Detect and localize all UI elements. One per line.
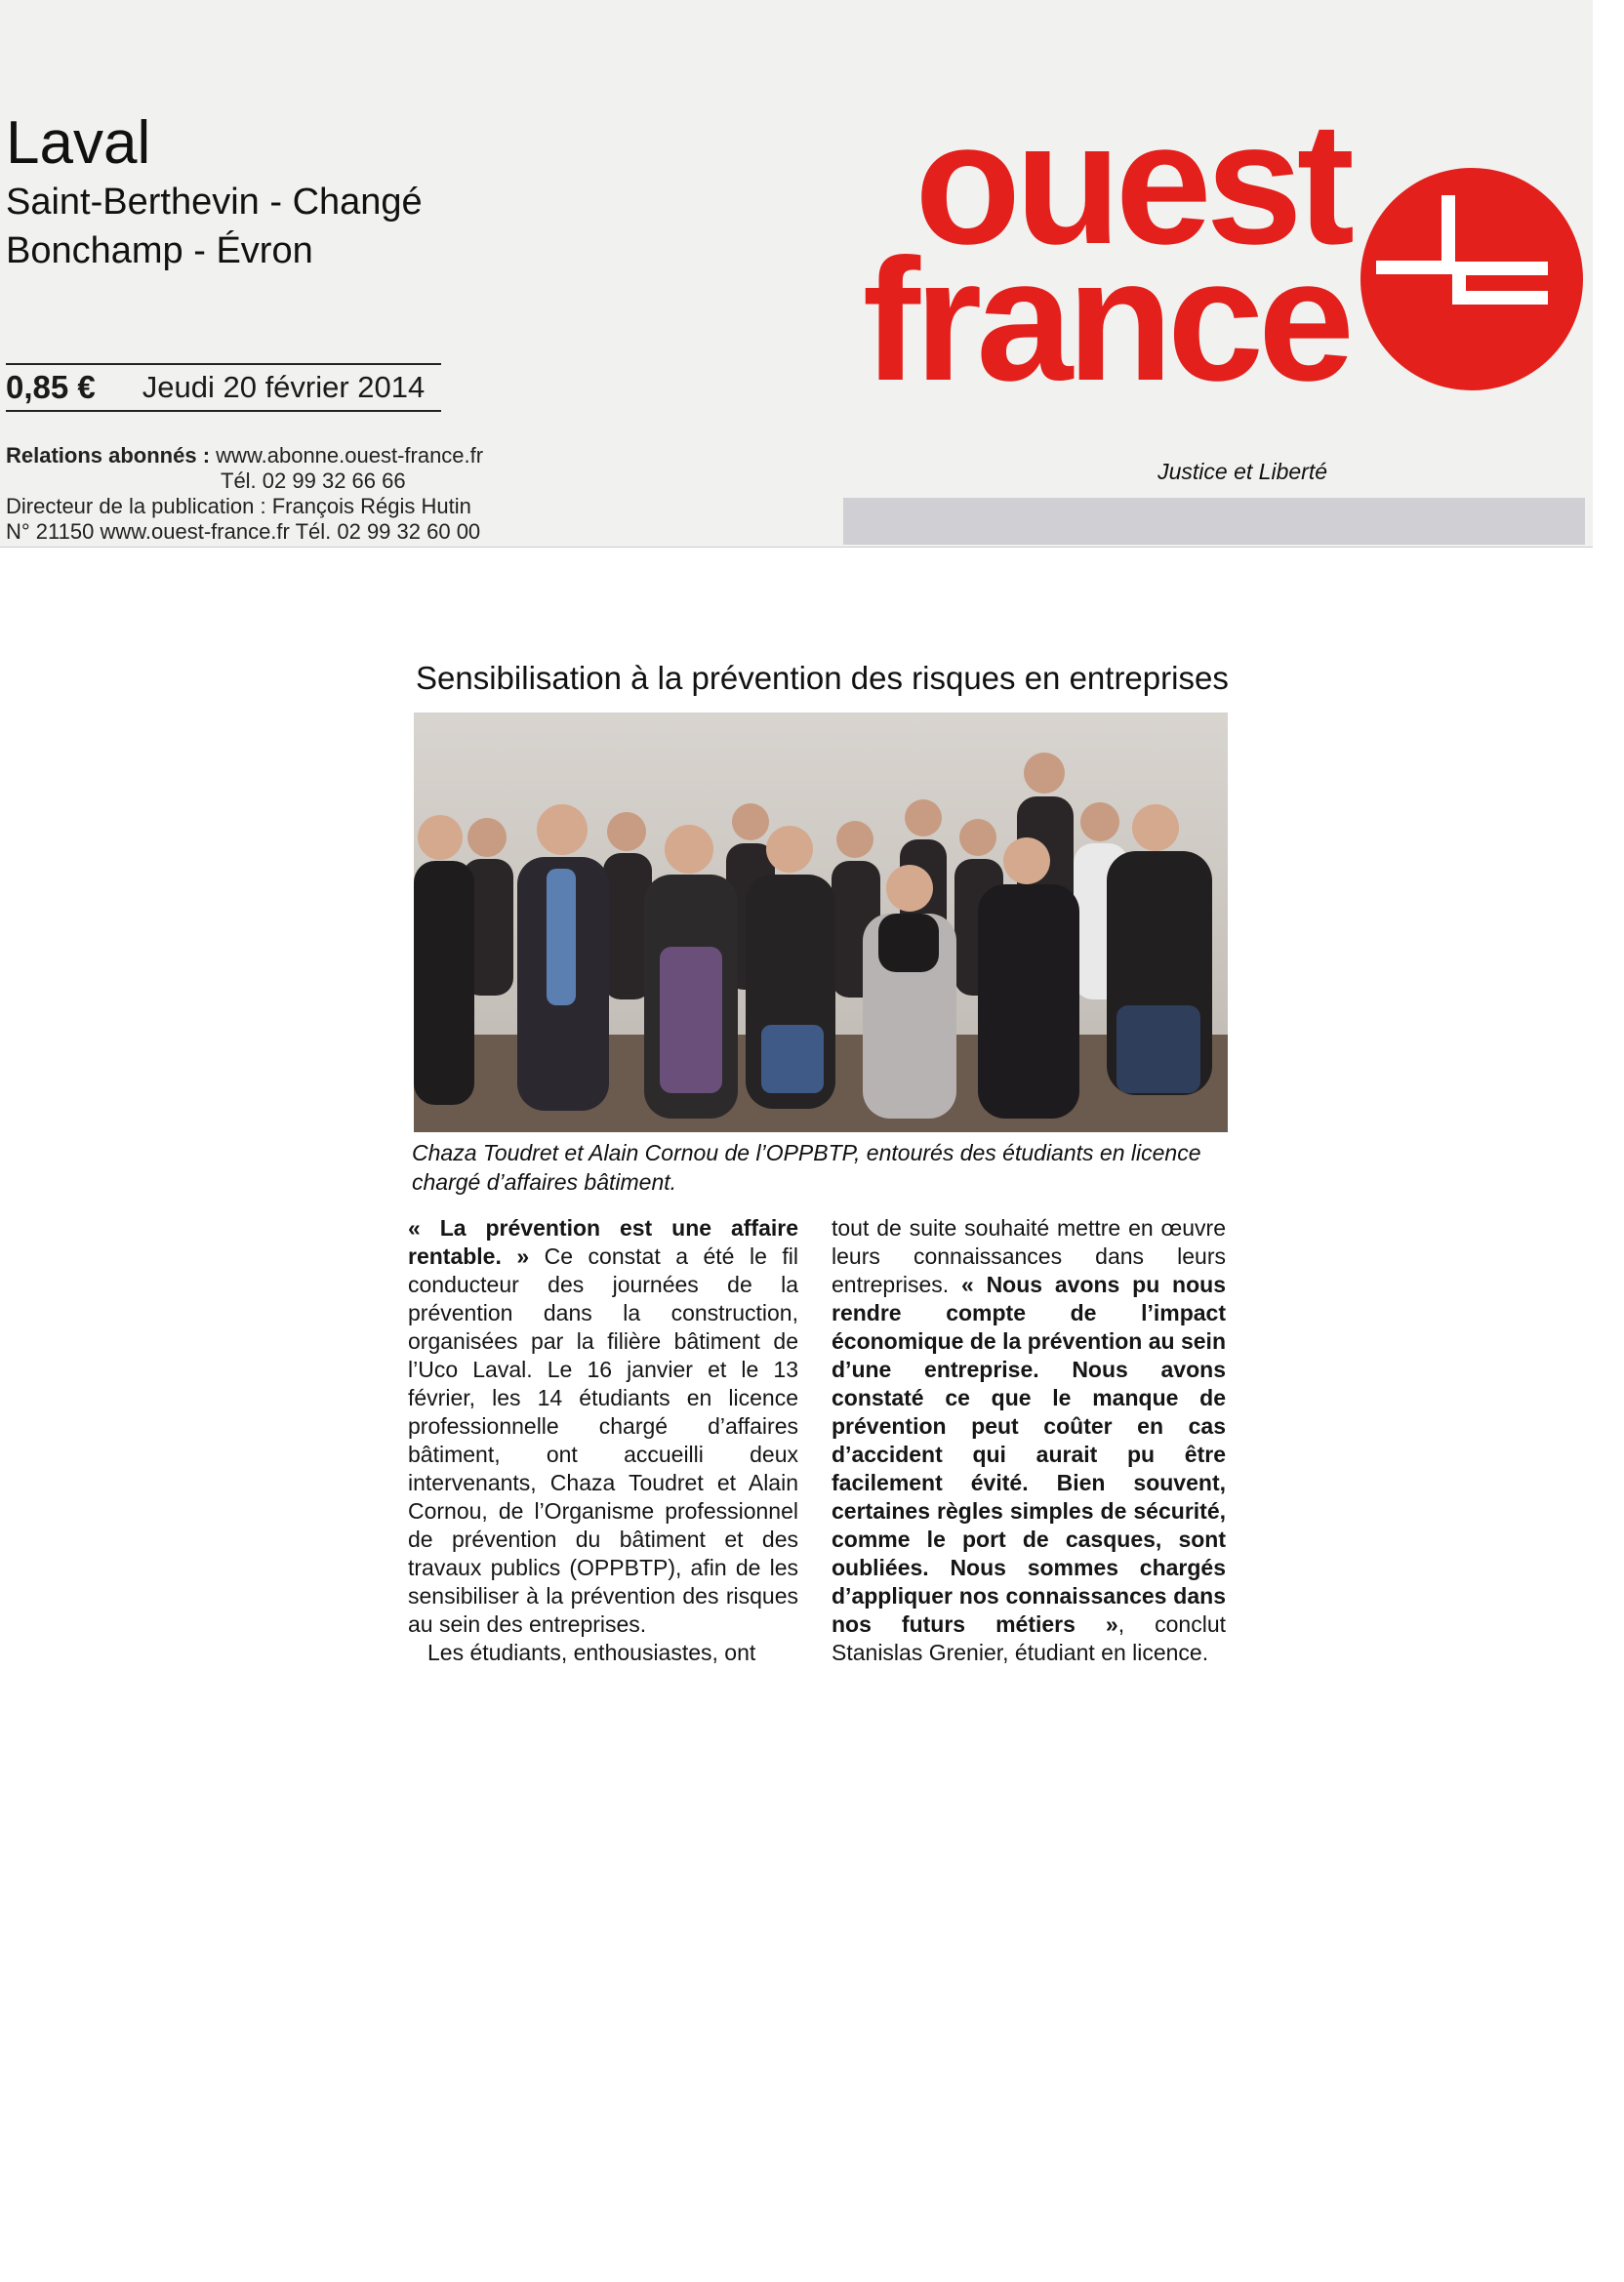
masthead-grey-band	[843, 498, 1585, 545]
photo-caption: Chaza Toudret et Alain Cornou de l’OPPBTP, entourés des étudiants en licence chargé d’affaires bâtiment.	[412, 1140, 1201, 1195]
issue-number-line: N° 21150 www.ouest-france.fr Tél. 02 99 32 60 00	[6, 519, 481, 544]
article-column-left	[408, 1214, 798, 1667]
publication-director: Directeur de la publication : François Régis Hutin	[6, 494, 471, 518]
article-column-right	[832, 1214, 1226, 1667]
ouest-france-logo-icon	[1359, 166, 1585, 392]
masthead	[0, 0, 1593, 548]
publication-info	[6, 443, 533, 545]
relations-url: www.abonne.ouest-france.fr	[216, 443, 484, 468]
student-quote: « Nous avons pu nous rendre compte de l’impact économique de la prévention au sein d’une entreprise. Nous avons constaté ce que le manque de prévention peut coûter en cas d’accident qui aurait pu être facilement évité. Bien souvent, certaines règles simples de sécurité, comme le port de casques, sont oubliées. Nous sommes chargés d’appliquer nos connaissances dans nos futurs métiers »	[832, 1272, 1226, 1637]
article-headline: Sensibilisation à la prévention des risques en entreprises	[416, 660, 1229, 696]
article-paragraph-3	[832, 1214, 1226, 1667]
logo-motto: Justice et Liberté	[1157, 459, 1327, 484]
article-lead-quote: « La prévention est une affaire rentable. »	[408, 1215, 798, 1269]
price-date-row	[6, 363, 441, 412]
article-body-2: tout de suite souhaité mettre en œuvre leurs connaissances dans leurs entreprises.	[832, 1215, 1226, 1297]
logo-word-france: france	[862, 223, 1349, 417]
edition-towns-line2: Bonchamp - Évron	[6, 230, 313, 271]
article-photo	[414, 713, 1228, 1132]
edition-city: Laval	[6, 109, 151, 177]
relations-label: Relations abonnés :	[6, 443, 211, 468]
article-paragraph-1	[408, 1214, 798, 1639]
group-photo-illustration	[414, 713, 1228, 1132]
article-body-3: , conclut Stanislas Grenier, étudiant en licence.	[832, 1611, 1226, 1665]
relations-tel: Tél. 02 99 32 66 66	[221, 469, 406, 493]
logo-word-ouest: ouest	[914, 86, 1349, 280]
edition-block	[6, 109, 423, 275]
issue-date: Jeudi 20 février 2014	[142, 370, 426, 404]
ouest-france-logo-text	[724, 86, 1349, 417]
article-body-1: Ce constat a été le fil conducteur des journées de la prévention dans la construction, organisées par la filière bâtiment de l’Uco Laval. Le 16 janvier et le 13 février, les 14 étudiants en licence professionnelle chargé d’affaires bâtiment, ont accueilli deux intervenants, Chaza Toudret et Alain Cornou, de l’Organisme professionnel de prévention du bâtiment et des travaux publics (OPPBTP), afin de les sensibiliser à la prévention des risques au sein des entreprises.	[408, 1243, 798, 1637]
issue-price: 0,85 €	[6, 369, 96, 405]
article-paragraph-2: Les étudiants, enthousiastes, ont	[427, 1640, 756, 1665]
edition-towns-line1: Saint-Berthevin - Changé	[6, 182, 423, 223]
